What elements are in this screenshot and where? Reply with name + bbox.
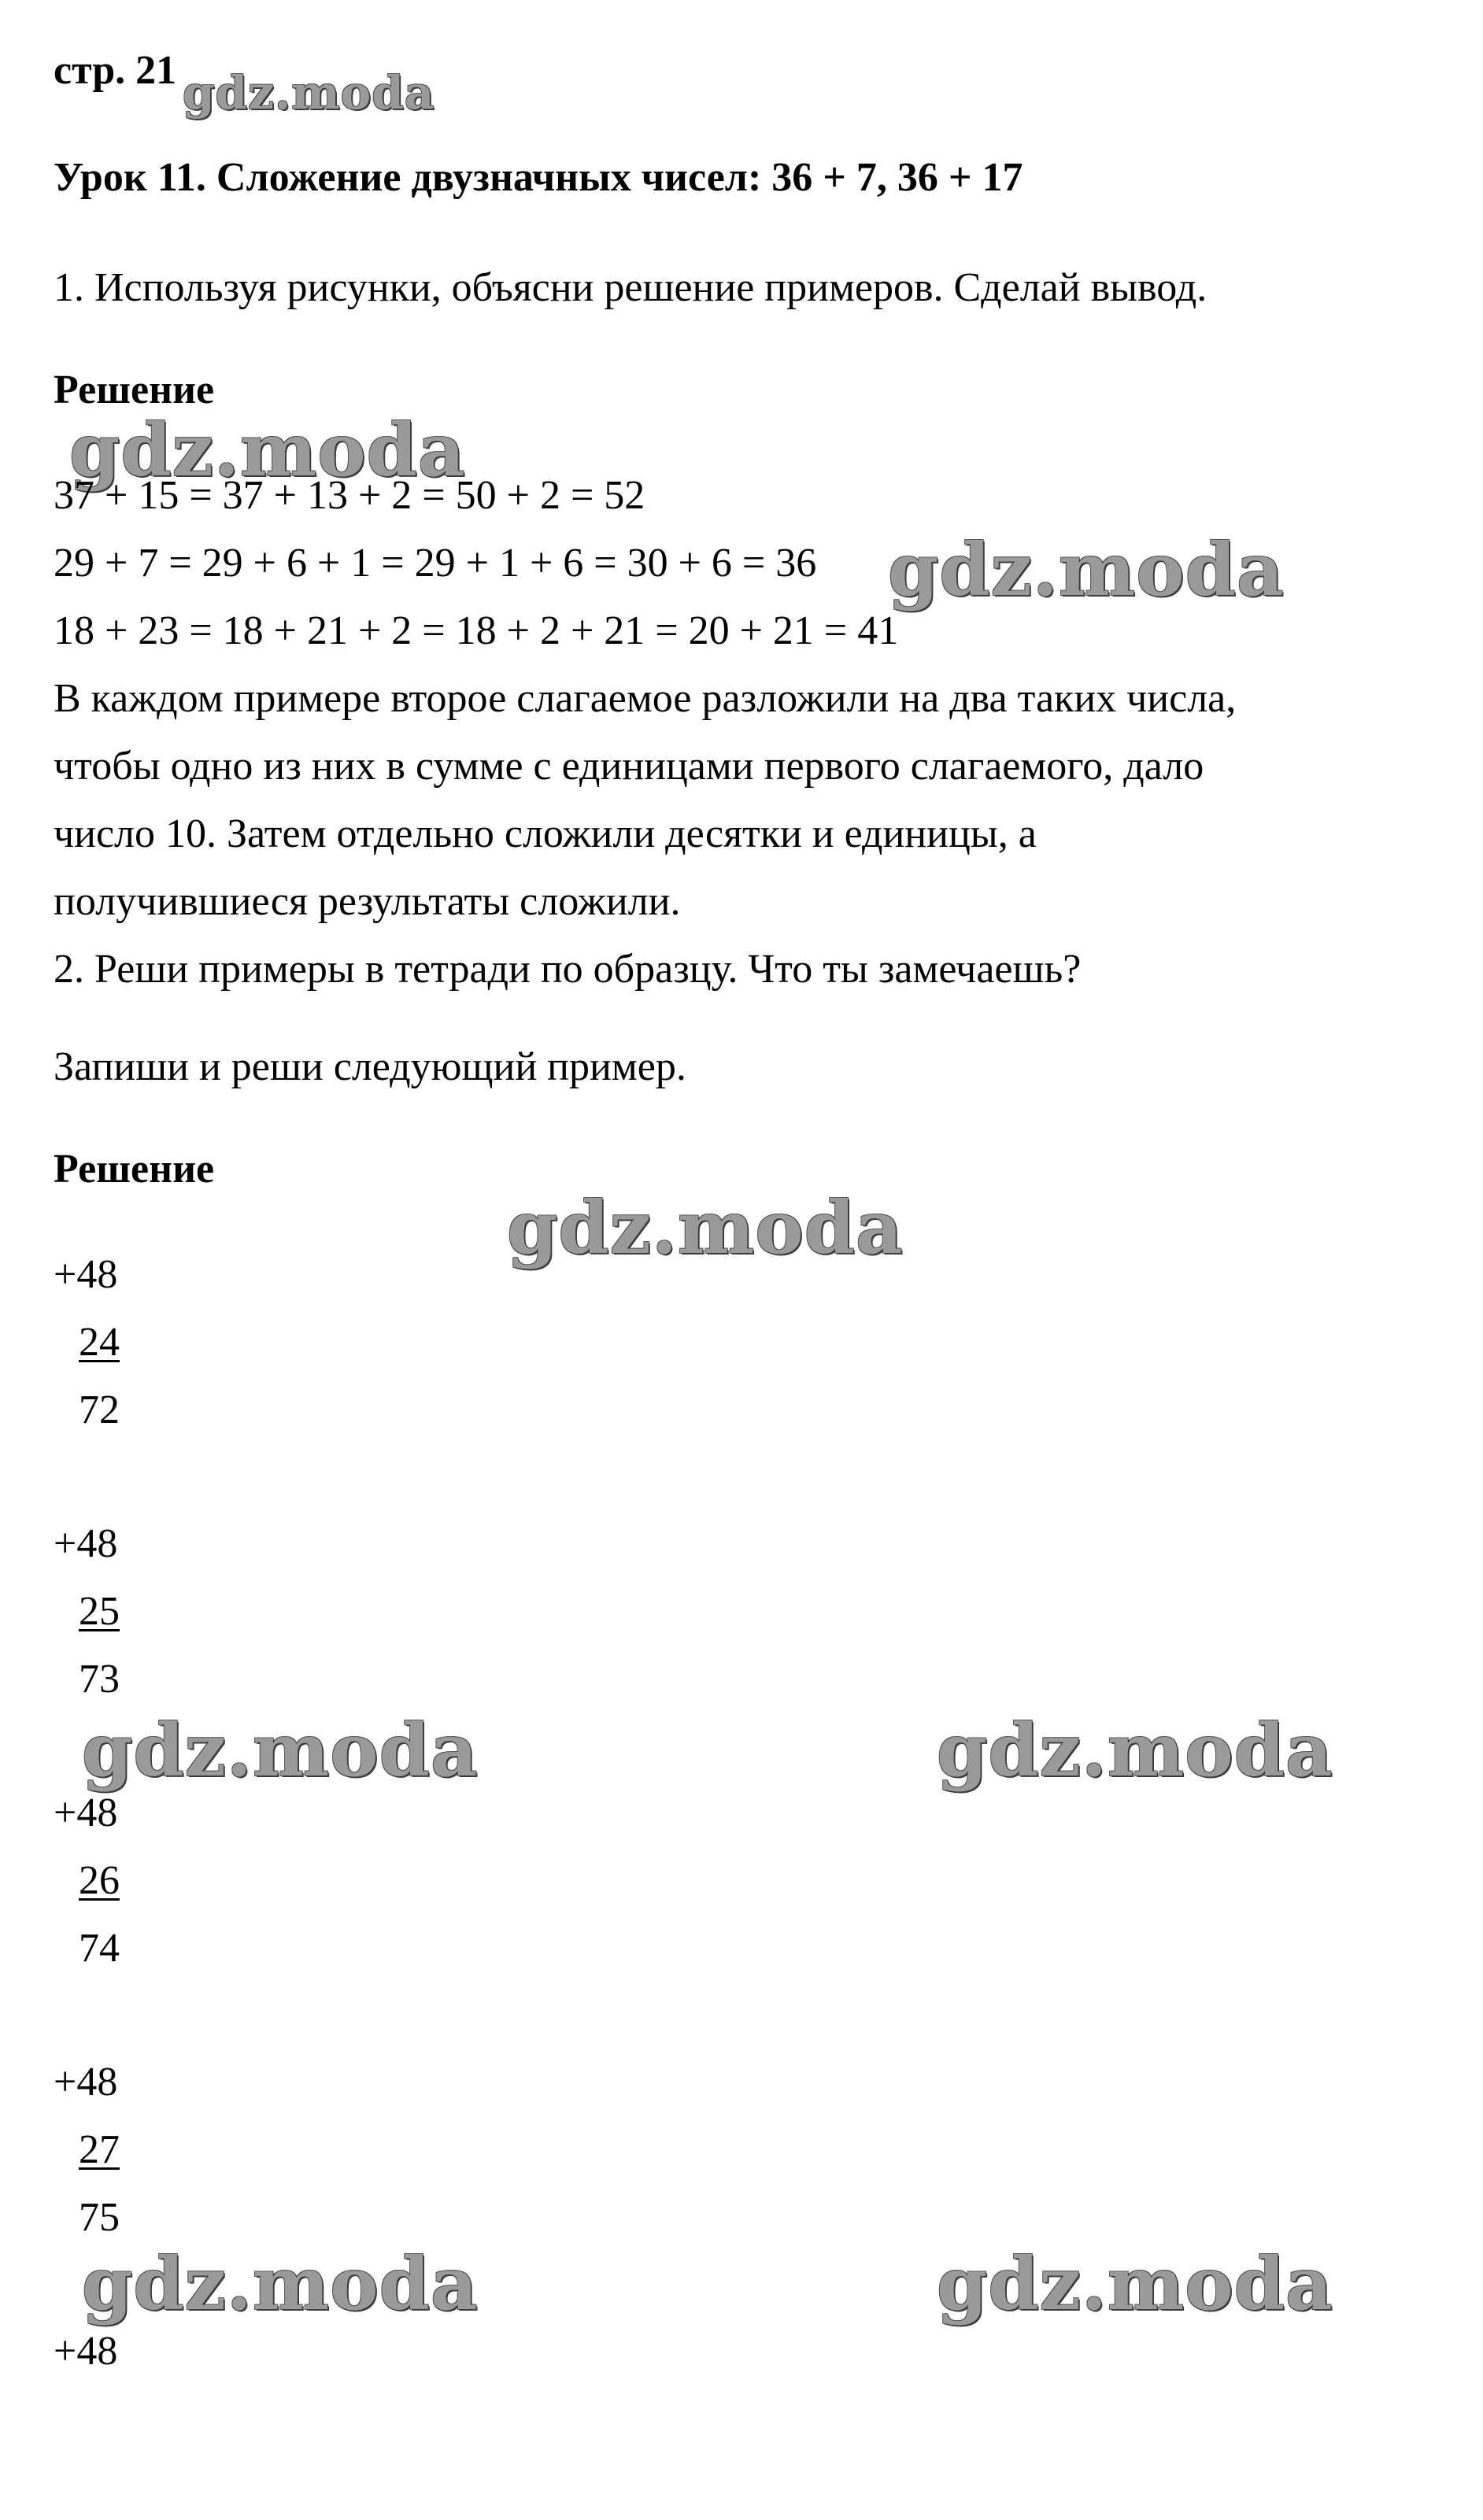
page-reference: стр. 21 [54, 48, 177, 93]
watermark: gdz.moda [888, 527, 1285, 612]
lesson-title: Урок 11. Сложение двузначных чисел: 36 + 7, 36 + 17 [54, 155, 1023, 200]
column-addition-5-addend1: +48 [54, 2329, 118, 2374]
column-addition-3-sum: 74 [79, 1926, 120, 1971]
column-addition-4-addend1: +48 [54, 2060, 118, 2104]
watermark: gdz.moda [69, 408, 466, 493]
task-1-question: 1. Используя рисунки, объясни решение примеров. Сделай вывод. [54, 265, 1207, 310]
watermark: gdz.moda [82, 1708, 479, 1793]
explanation-line-4: получившиеся результаты сложили. [54, 879, 681, 924]
column-addition-3-addend2: 26 [79, 1858, 120, 1903]
column-addition-2-addend1: +48 [54, 1521, 118, 1566]
solution-label-2: Решение [54, 1147, 215, 1192]
column-addition-2-sum: 73 [79, 1657, 120, 1702]
equation-1: 37 + 15 = 37 + 13 + 2 = 50 + 2 = 52 [54, 473, 645, 518]
watermark: gdz.moda [82, 2241, 479, 2326]
column-addition-4-sum: 75 [79, 2195, 120, 2240]
watermark: gdz.moda [183, 66, 435, 120]
explanation-line-1: В каждом примере второе слагаемое разложили на два таких числа, [54, 676, 1237, 721]
watermark: gdz.moda [937, 1708, 1333, 1793]
solution-label-1: Решение [54, 368, 215, 412]
watermark: gdz.moda [507, 1185, 904, 1270]
column-addition-1-sum: 72 [79, 1387, 120, 1432]
column-addition-4-addend2: 27 [79, 2127, 120, 2172]
task-2-instruction: Запиши и реши следующий пример. [54, 1044, 686, 1089]
column-addition-2-addend2: 25 [79, 1589, 120, 1634]
task-2-question: 2. Реши примеры в тетради по образцу. Что ты замечаешь? [54, 947, 1082, 992]
equation-3: 18 + 23 = 18 + 21 + 2 = 18 + 2 + 21 = 20 + 21 = 41 [54, 608, 899, 653]
column-addition-3-addend1: +48 [54, 1790, 118, 1835]
explanation-line-2: чтобы одно из них в сумме с единицами первого слагаемого, дало [54, 744, 1204, 789]
column-addition-1-addend2: 24 [79, 1320, 120, 1365]
equation-2: 29 + 7 = 29 + 6 + 1 = 29 + 1 + 6 = 30 + 6 = 36 [54, 541, 817, 586]
explanation-line-3: число 10. Затем отдельно сложили десятки и единицы, а [54, 811, 1037, 856]
watermark: gdz.moda [937, 2241, 1333, 2326]
column-addition-1-addend1: +48 [54, 1252, 118, 1297]
